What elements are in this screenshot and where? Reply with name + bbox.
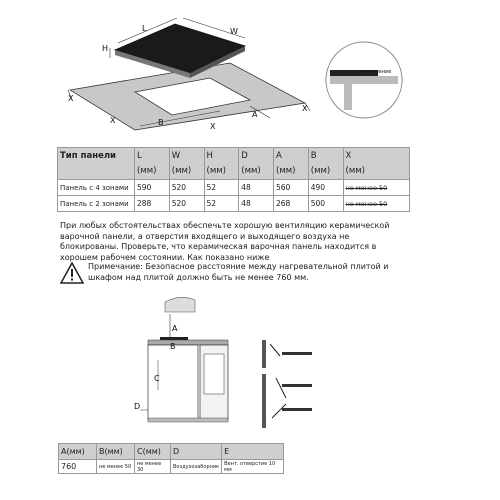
table-cell: не менее 50 <box>97 460 135 474</box>
spec-table <box>57 147 410 212</box>
table-cell: 52 <box>204 180 239 196</box>
table-cell: Воздухозаборник <box>171 460 222 474</box>
table-cell: Вент. отверстие 10 мм <box>222 460 284 474</box>
dim-label-H: H <box>102 44 109 53</box>
spec-header-X: X (мм) <box>343 148 410 180</box>
seal-detail-circle <box>324 40 404 120</box>
table-cell: 48 <box>239 196 274 212</box>
clearance-header-C: C(мм) <box>135 444 171 460</box>
install-label-B: B <box>170 342 176 351</box>
table-cell: 500 <box>308 196 343 212</box>
dim-label-X-left: X <box>68 94 74 103</box>
hob-cutout-diagram <box>40 18 330 140</box>
table-cell: 590 <box>135 180 170 196</box>
table-cell: не менее 50 <box>343 180 410 196</box>
spec-header-type: Тип панели <box>58 148 135 180</box>
clearance-header-D: D <box>171 444 222 460</box>
table-cell: 520 <box>169 180 204 196</box>
spec-header-H: H (мм) <box>204 148 239 180</box>
safety-note: Примечание: Безопасное расстояние между нагревательной плитой и шкафом над плитой должно быть не менее 760 мм. <box>88 262 389 282</box>
clearance-header-A: A(мм) <box>59 444 97 460</box>
table-row <box>59 460 284 474</box>
install-label-D: D <box>134 402 141 411</box>
table-cell: Панель с 2 зонами <box>58 196 135 212</box>
install-label-A: A <box>172 324 178 333</box>
dim-label-L: L <box>142 24 147 33</box>
install-label-C: C <box>154 374 160 383</box>
clearance-table <box>58 443 284 474</box>
spec-header-W: W (мм) <box>169 148 204 180</box>
dim-label-X-bottom: X <box>210 122 216 131</box>
table-cell: Панель с 4 зонами <box>58 180 135 196</box>
ventilation-paragraph: При любых обстоятельствах обеспечьте хорошую вентиляцию керамической варочной панели, а отверстия входящего и выходящего воздуха не блокированы. Проверьте, что керамическая варочная панель находится в хорошем рабочем состоянии. Как показано ниже <box>60 221 390 262</box>
spec-header-B: B (мм) <box>308 148 343 180</box>
ventilation-detail-3 <box>262 398 322 430</box>
table-cell: 268 <box>274 196 309 212</box>
ventilation-detail-1 <box>262 338 322 370</box>
table-cell: 560 <box>274 180 309 196</box>
table-cell: 520 <box>169 196 204 212</box>
table-cell: 52 <box>204 196 239 212</box>
seal-label: уплотнение <box>360 69 392 75</box>
dim-label-W: W <box>230 27 238 36</box>
table-cell: 760 <box>59 460 97 474</box>
installation-diagram <box>120 290 245 440</box>
clearance-header-B: B(мм) <box>97 444 135 460</box>
dim-label-A: A <box>252 110 258 119</box>
table-cell: не менее 50 <box>343 196 410 212</box>
table-cell: не менее 30 <box>135 460 171 474</box>
spec-header-L: L (мм) <box>135 148 170 180</box>
dim-label-X-right: X <box>302 104 308 113</box>
table-cell: 288 <box>135 196 170 212</box>
dim-label-B: B <box>158 118 164 127</box>
warning-icon <box>60 262 84 284</box>
table-row <box>58 180 410 196</box>
spec-header-D: D (мм) <box>239 148 274 180</box>
spec-header-A: A (мм) <box>274 148 309 180</box>
dim-label-X-bottom-left: X <box>110 116 116 125</box>
table-cell: 490 <box>308 180 343 196</box>
clearance-header-E: E <box>222 444 284 460</box>
table-cell: 48 <box>239 180 274 196</box>
table-row <box>58 196 410 212</box>
